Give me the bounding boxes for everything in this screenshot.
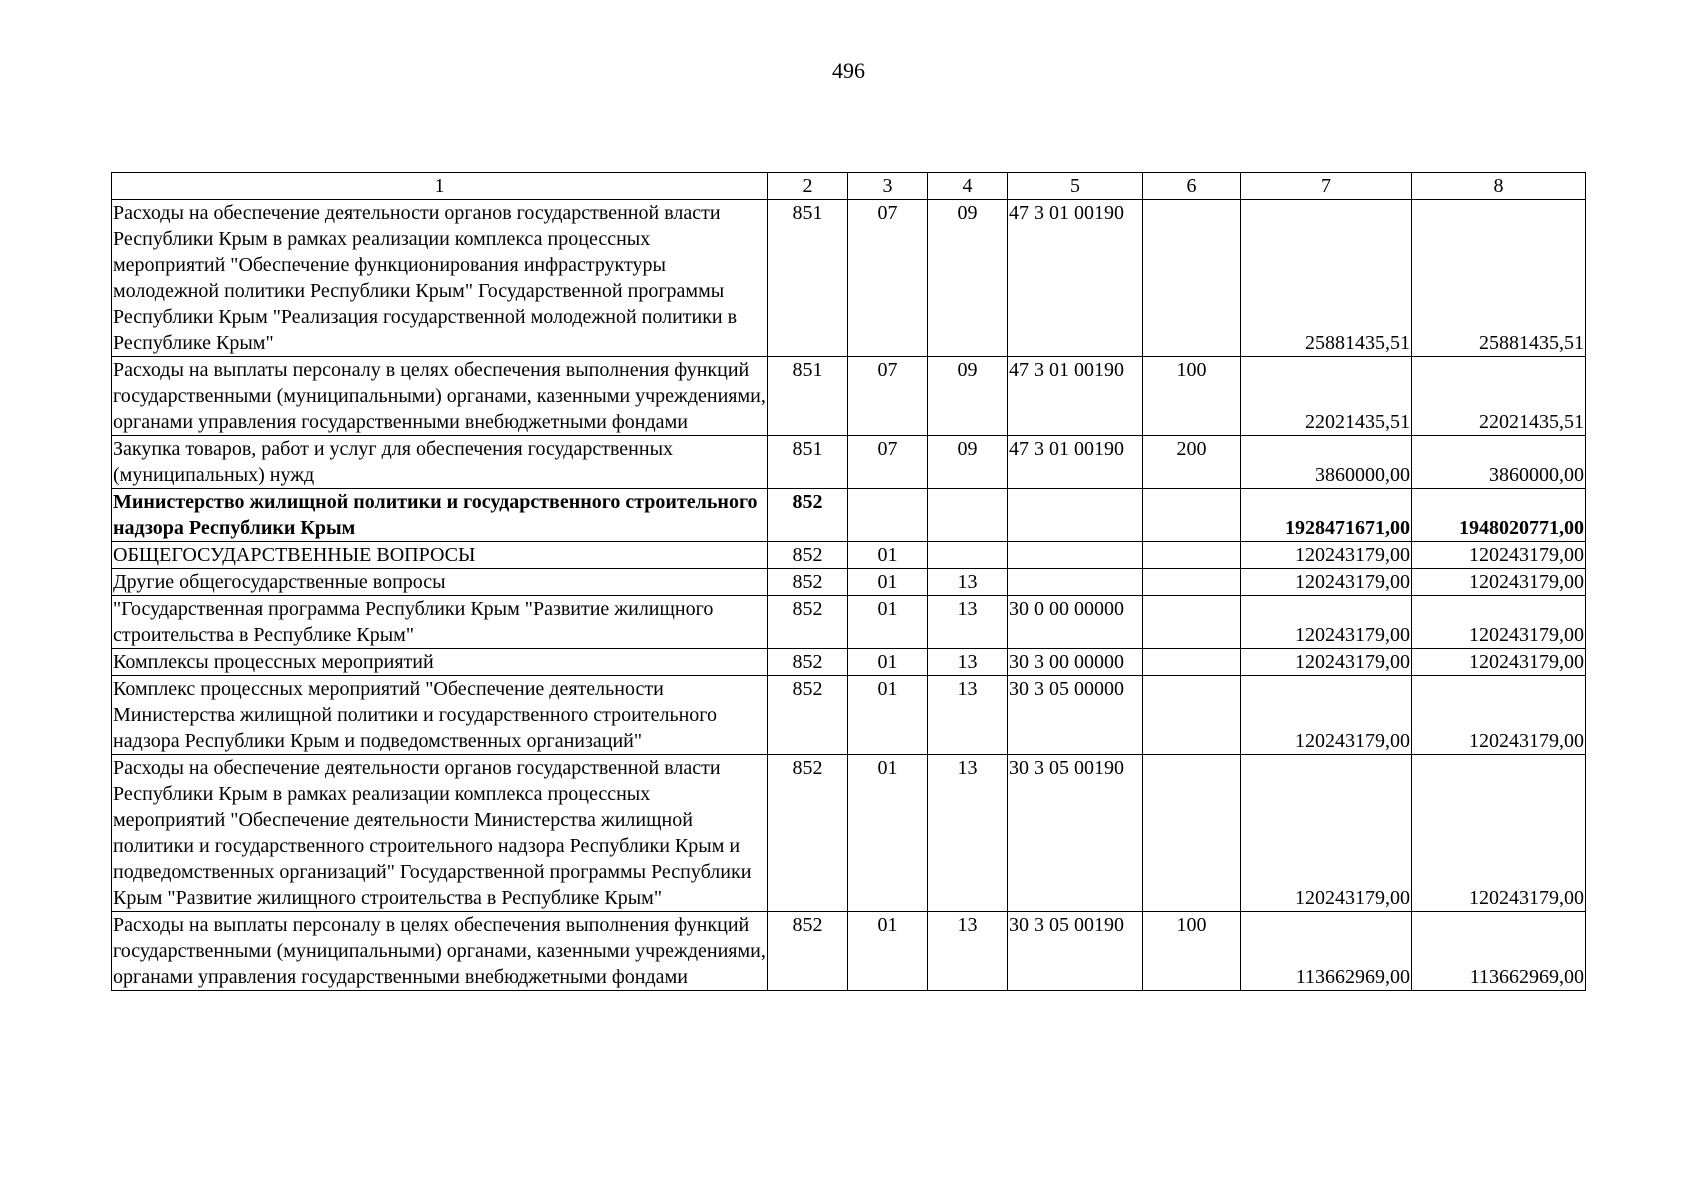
row-name-cell: Закупка товаров, работ и услуг для обеспечения государственных (муниципальных) нужд <box>112 436 768 489</box>
target-article-cell: 30 3 00 00000 <box>1008 649 1143 676</box>
budget-table <box>111 172 1586 991</box>
row-name-cell: Министерство жилищной политики и государственного строительного надзора Республики Крым <box>112 489 768 542</box>
row-name-cell: Комплекс процессных мероприятий "Обеспечение деятельности Министерства жилищной политики и государственного строительного надзора Республики Крым и подведомственных организаций" <box>112 676 768 755</box>
table-row <box>112 755 1586 912</box>
expense-type-cell <box>1143 542 1241 569</box>
subsection-code-cell: 13 <box>928 596 1008 649</box>
table-row <box>112 542 1586 569</box>
expense-type-cell: 100 <box>1143 357 1241 436</box>
section-code-cell: 01 <box>848 755 928 912</box>
grbs-code-cell: 852 <box>768 542 848 569</box>
grbs-code-cell: 852 <box>768 649 848 676</box>
subsection-code-cell: 13 <box>928 755 1008 912</box>
amount-year2-cell: 22021435,51 <box>1412 357 1586 436</box>
column-header: 7 <box>1241 173 1412 200</box>
table-row <box>112 649 1586 676</box>
subsection-code-cell: 09 <box>928 436 1008 489</box>
expense-type-cell <box>1143 489 1241 542</box>
amount-year2-cell: 113662969,00 <box>1412 912 1586 991</box>
column-header: 8 <box>1412 173 1586 200</box>
subsection-code-cell: 13 <box>928 569 1008 596</box>
amount-year1-cell: 120243179,00 <box>1241 596 1412 649</box>
expense-type-cell <box>1143 200 1241 357</box>
amount-year1-cell: 120243179,00 <box>1241 569 1412 596</box>
row-name-cell: Другие общегосударственные вопросы <box>112 569 768 596</box>
grbs-code-cell: 851 <box>768 200 848 357</box>
subsection-code-cell: 09 <box>928 357 1008 436</box>
amount-year2-cell: 120243179,00 <box>1412 649 1586 676</box>
row-name-cell: Расходы на выплаты персоналу в целях обеспечения выполнения функций государственными (муниципальными) органами, казенными учреждениями, органами управления государственными внебюджетными фондами <box>112 912 768 991</box>
amount-year2-cell: 25881435,51 <box>1412 200 1586 357</box>
section-code-cell: 01 <box>848 542 928 569</box>
column-header: 6 <box>1143 173 1241 200</box>
amount-year1-cell: 22021435,51 <box>1241 357 1412 436</box>
row-name-cell: Комплексы процессных мероприятий <box>112 649 768 676</box>
expense-type-cell <box>1143 676 1241 755</box>
row-name-cell: "Государственная программа Республики Крым "Развитие жилищного строительства в Республике Крым" <box>112 596 768 649</box>
amount-year2-cell: 1948020771,00 <box>1412 489 1586 542</box>
target-article-cell: 30 0 00 00000 <box>1008 596 1143 649</box>
amount-year2-cell: 3860000,00 <box>1412 436 1586 489</box>
subsection-code-cell: 09 <box>928 200 1008 357</box>
amount-year1-cell: 1928471671,00 <box>1241 489 1412 542</box>
section-code-cell: 07 <box>848 357 928 436</box>
row-name-cell: Расходы на выплаты персоналу в целях обеспечения выполнения функций государственными (муниципальными) органами, казенными учреждениями, органами управления государственными внебюджетными фондами <box>112 357 768 436</box>
amount-year2-cell: 120243179,00 <box>1412 542 1586 569</box>
table-header-row <box>112 173 1586 200</box>
expense-type-cell <box>1143 596 1241 649</box>
column-header: 2 <box>768 173 848 200</box>
grbs-code-cell: 852 <box>768 912 848 991</box>
subsection-code-cell <box>928 542 1008 569</box>
grbs-code-cell: 852 <box>768 596 848 649</box>
amount-year1-cell: 25881435,51 <box>1241 200 1412 357</box>
section-code-cell: 01 <box>848 596 928 649</box>
row-name-cell: ОБЩЕГОСУДАРСТВЕННЫЕ ВОПРОСЫ <box>112 542 768 569</box>
section-code-cell: 07 <box>848 200 928 357</box>
expense-type-cell: 100 <box>1143 912 1241 991</box>
page-number: 496 <box>832 58 865 83</box>
grbs-code-cell: 852 <box>768 569 848 596</box>
amount-year1-cell: 120243179,00 <box>1241 542 1412 569</box>
column-header: 5 <box>1008 173 1143 200</box>
grbs-code-cell: 852 <box>768 755 848 912</box>
expense-type-cell <box>1143 569 1241 596</box>
section-code-cell: 01 <box>848 912 928 991</box>
table-row <box>112 676 1586 755</box>
column-header: 1 <box>112 173 768 200</box>
target-article-cell: 30 3 05 00190 <box>1008 912 1143 991</box>
row-name-cell: Расходы на обеспечение деятельности органов государственной власти Республики Крым в рамках реализации комплекса процессных мероприятий "Обеспечение функционирования инфраструктуры молодежной политики Республики Крым" Государственной программы Республики Крым "Реализация государственной молодежной политики в Республике Крым" <box>112 200 768 357</box>
section-code-cell: 01 <box>848 569 928 596</box>
grbs-code-cell: 851 <box>768 436 848 489</box>
amount-year1-cell: 120243179,00 <box>1241 649 1412 676</box>
expense-type-cell <box>1143 755 1241 912</box>
amount-year2-cell: 120243179,00 <box>1412 676 1586 755</box>
target-article-cell <box>1008 489 1143 542</box>
subsection-code-cell <box>928 489 1008 542</box>
target-article-cell: 30 3 05 00000 <box>1008 676 1143 755</box>
table-row <box>112 357 1586 436</box>
column-header: 3 <box>848 173 928 200</box>
subsection-code-cell: 13 <box>928 912 1008 991</box>
subsection-code-cell: 13 <box>928 649 1008 676</box>
row-name-cell: Расходы на обеспечение деятельности органов государственной власти Республики Крым в рамках реализации комплекса процессных мероприятий "Обеспечение деятельности Министерства жилищной политики и государственного строительного надзора Республики Крым и подведомственных организаций" Государственной программы Республики Крым "Развитие жилищного строительства в Республике Крым" <box>112 755 768 912</box>
expense-type-cell <box>1143 649 1241 676</box>
table-row <box>112 200 1586 357</box>
target-article-cell <box>1008 542 1143 569</box>
target-article-cell <box>1008 569 1143 596</box>
table-row <box>112 912 1586 991</box>
table-row <box>112 596 1586 649</box>
column-header: 4 <box>928 173 1008 200</box>
table-row <box>112 489 1586 542</box>
amount-year2-cell: 120243179,00 <box>1412 755 1586 912</box>
table-row <box>112 569 1586 596</box>
subsection-code-cell: 13 <box>928 676 1008 755</box>
table-row <box>112 436 1586 489</box>
section-code-cell: 01 <box>848 649 928 676</box>
grbs-code-cell: 851 <box>768 357 848 436</box>
amount-year2-cell: 120243179,00 <box>1412 569 1586 596</box>
amount-year2-cell: 120243179,00 <box>1412 596 1586 649</box>
target-article-cell: 47 3 01 00190 <box>1008 357 1143 436</box>
amount-year1-cell: 120243179,00 <box>1241 755 1412 912</box>
grbs-code-cell: 852 <box>768 489 848 542</box>
grbs-code-cell: 852 <box>768 676 848 755</box>
expense-type-cell: 200 <box>1143 436 1241 489</box>
section-code-cell <box>848 489 928 542</box>
target-article-cell: 47 3 01 00190 <box>1008 200 1143 357</box>
section-code-cell: 01 <box>848 676 928 755</box>
amount-year1-cell: 120243179,00 <box>1241 676 1412 755</box>
section-code-cell: 07 <box>848 436 928 489</box>
amount-year1-cell: 113662969,00 <box>1241 912 1412 991</box>
amount-year1-cell: 3860000,00 <box>1241 436 1412 489</box>
target-article-cell: 47 3 01 00190 <box>1008 436 1143 489</box>
target-article-cell: 30 3 05 00190 <box>1008 755 1143 912</box>
